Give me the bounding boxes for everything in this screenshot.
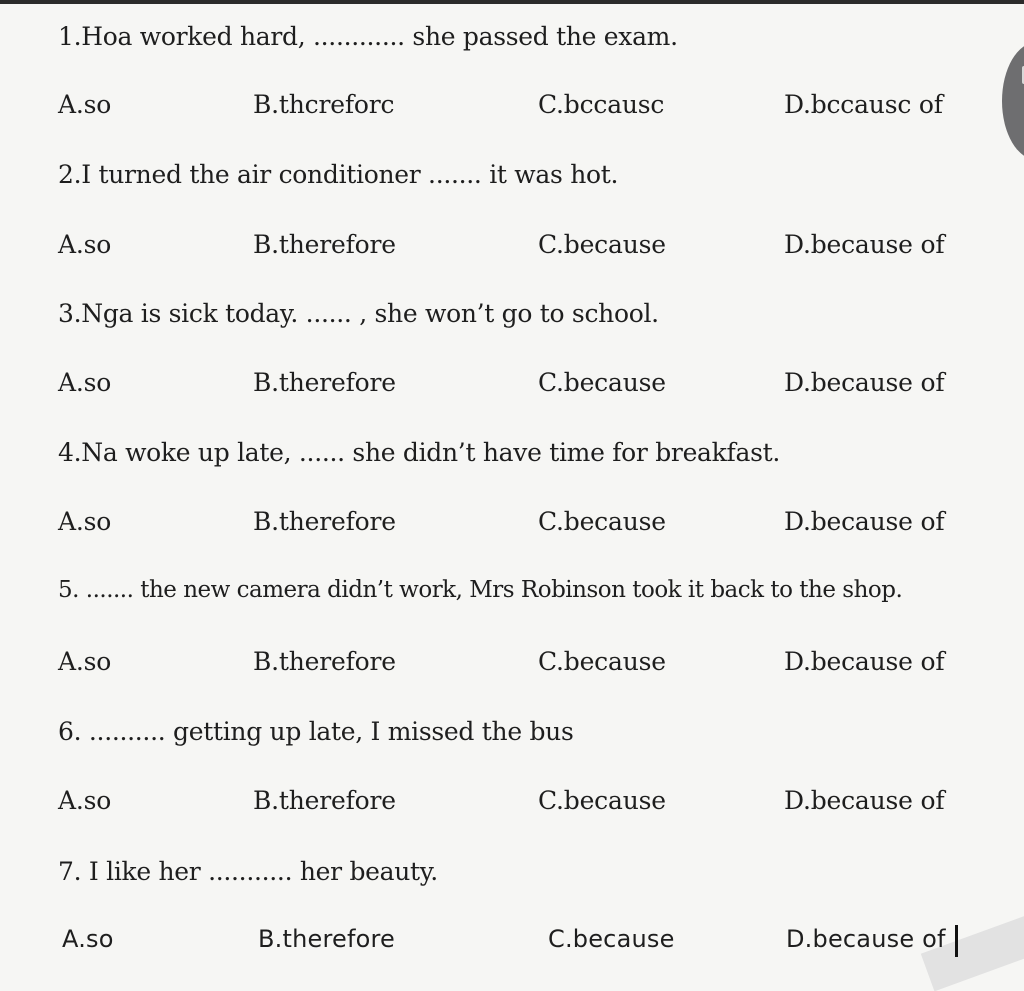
q7-option-b[interactable]: B.therefore (258, 925, 396, 953)
q3-option-d[interactable]: D.because of (784, 368, 945, 397)
question-4: 4.Na woke up late, ...... she didn’t have time for breakfast. (58, 438, 780, 467)
q1-option-d[interactable]: D.bccausc of (784, 90, 943, 119)
q2-option-c[interactable]: C.because (538, 230, 666, 259)
q3-option-b[interactable]: B.therefore (253, 368, 396, 397)
q2-option-b[interactable]: B.therefore (253, 230, 396, 259)
q5-option-c[interactable]: C.because (538, 647, 666, 676)
q5-option-d[interactable]: D.because of (784, 647, 945, 676)
q6-option-b[interactable]: B.therefore (253, 786, 396, 815)
q6-option-d[interactable]: D.because of (784, 786, 945, 815)
question-6: 6. .......... getting up late, I missed the bus (58, 717, 574, 746)
q7-option-d[interactable]: D.because of (786, 925, 946, 953)
q1-option-b[interactable]: B.thcreforc (253, 90, 395, 119)
question-2: 2.I turned the air conditioner ....... it was hot. (58, 160, 619, 189)
q7-option-c[interactable]: C.because (548, 925, 675, 953)
q4-option-b[interactable]: B.therefore (253, 507, 396, 536)
q5-option-b[interactable]: B.therefore (253, 647, 396, 676)
q4-option-a[interactable]: A.so (58, 507, 112, 536)
q1-option-c[interactable]: C.bccausc (538, 90, 665, 119)
q5-option-a[interactable]: A.so (58, 647, 112, 676)
q4-option-c[interactable]: C.because (538, 507, 666, 536)
question-1: 1.Hoa worked hard, ............ she passed the exam. (58, 22, 678, 51)
question-3: 3.Nga is sick today. ...... , she won’t go to school. (58, 299, 659, 328)
q4-option-d[interactable]: D.because of (784, 507, 945, 536)
q2-option-a[interactable]: A.so (58, 230, 112, 259)
q7-option-a[interactable]: A.so (62, 925, 114, 953)
q6-option-a[interactable]: A.so (58, 786, 112, 815)
q3-option-a[interactable]: A.so (58, 368, 112, 397)
question-7: 7. I like her ........... her beauty. (58, 857, 438, 886)
question-5: 5. ....... the new camera didn’t work, Mrs Robinson took it back to the shop. (58, 577, 903, 603)
q2-option-d[interactable]: D.because of (784, 230, 945, 259)
q1-option-a[interactable]: A.so (58, 90, 112, 119)
text-cursor (955, 925, 958, 957)
q3-option-c[interactable]: C.because (538, 368, 666, 397)
q6-option-c[interactable]: C.because (538, 786, 666, 815)
